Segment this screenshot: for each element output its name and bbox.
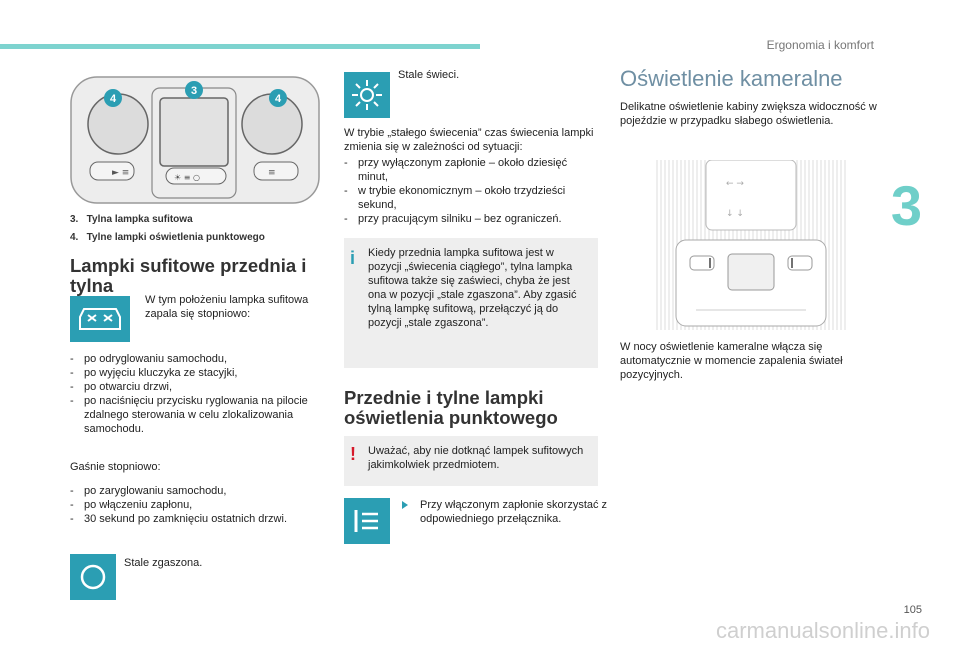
intro-gradual-text: W tym położeniu lampka sufitowa zapala się stopniowo: <box>145 294 309 320</box>
list-item: - 30 sekund po zamknięciu ostatnich drzwi. <box>70 512 320 526</box>
header-accent-bar <box>0 44 480 49</box>
always-off-label: Stale zgaszona. <box>124 557 203 569</box>
svg-text:► ≡: ► ≡ <box>112 168 130 178</box>
ambient-intro-text: Delikatne oświetlenie kabiny zwiększa widoczność w pojeździe w przypadku słabego oświetlenia. <box>620 101 877 127</box>
switch-instruction-text: Przy włączonym zapłonie skorzystać z odpowiedniego przełącznika. <box>420 499 608 525</box>
switch-instruction <box>398 498 616 526</box>
warning-icon: ! <box>350 444 356 464</box>
permanent-mode-intro: W trybie „stałego świecenia” czas świecenia lampki zmienia się w zależności od sytuacji: <box>344 127 594 153</box>
callout-4-left: 4 <box>109 93 117 105</box>
spot-lamp-tile <box>344 498 390 544</box>
list-item: - w trybie ekonomicznym – około trzydzieści sekund, <box>344 184 596 212</box>
list-item: - po wyjęciu kluczyka ze stacyjki, <box>70 366 320 380</box>
page-number: 105 <box>903 604 922 616</box>
callout-4-right: 4 <box>274 93 282 105</box>
door-light-mode-tile <box>70 296 130 342</box>
list-item: - przy pracującym silniku – bez ograniczeń. <box>344 212 596 226</box>
svg-text:≡: ≡ <box>268 168 276 178</box>
door-open-icon <box>76 301 124 337</box>
section-title-spot-lamps: Przednie i tylne lampki oświetlenia punktowego <box>344 387 558 428</box>
always-on-label: Stale świeci. <box>398 69 460 81</box>
info-note-text: Kiedy przednia lampka sufitowa jest w pozycji „świecenia ciągłego”, tylna lampka sufitowa także się zaświeci, chyba że jest ona w pozycji „stale zgaszona”. Aby zgasić tylną lampkę sufitową, przełączyć ją do pozycji „stale zgaszona”. <box>368 247 577 329</box>
legend-item-3: 3. Tylna lampka sufitowa <box>70 214 193 225</box>
ambient-lighting-title: Oświetlenie kameralne <box>620 66 843 91</box>
svg-text:↓ ↓: ↓ ↓ <box>726 209 744 219</box>
warning-note-text: Uważać, aby nie dotknąć lampek sufitowych jakimkolwiek przedmiotem. <box>368 445 584 471</box>
rear-ceiling-light-illustration <box>70 76 320 204</box>
always-on-tile <box>344 72 390 118</box>
ambient-night-text: W nocy oświetlenie kameralne włącza się automatycznie w momencie zapalenia świateł pozycyjnych. <box>620 341 843 381</box>
switch-on-conditions-list <box>70 352 320 436</box>
list-item: - po włączeniu zapłonu, <box>70 498 320 512</box>
svg-text:☀ ≡ ○: ☀ ≡ ○ <box>174 173 200 182</box>
permanent-mode-list <box>344 156 596 226</box>
legend-item-4: 4. Tylne lampki oświetlenia punktowego <box>70 232 265 243</box>
spot-lamp-icon <box>350 506 384 536</box>
list-item: - po odryglowaniu samochodu, <box>70 352 320 366</box>
warning-note <box>344 436 598 486</box>
always-off-tile <box>70 554 116 600</box>
info-icon: i <box>350 248 356 268</box>
sun-light-icon <box>350 78 384 112</box>
list-item: - przy wyłączonym zapłonie – około dziesięć minut, <box>344 156 596 184</box>
list-item: - po zaryglowaniu samochodu, <box>70 484 320 498</box>
svg-text:← →: ← → <box>726 179 744 189</box>
watermark: carmanualsonline.info <box>715 618 930 643</box>
callout-3: 3 <box>190 85 198 97</box>
ambient-light-illustration <box>656 160 846 330</box>
info-note <box>344 238 598 368</box>
chapter-number: 3 <box>890 174 922 237</box>
list-item: - po otwarciu drzwi, <box>70 380 320 394</box>
switch-off-conditions-list <box>70 484 320 526</box>
section-title-ceiling-lamps: Lampki sufitowe przednia i tylna <box>70 255 307 296</box>
running-head: Ergonomia i komfort <box>766 38 874 52</box>
list-item: - po naciśnięciu przycisku ryglowania na pilocie zdalnego sterowania w celu zlokalizowania samochodu. <box>70 394 320 436</box>
circle-off-icon <box>78 562 108 592</box>
fade-out-label: Gaśnie stopniowo: <box>70 461 161 473</box>
